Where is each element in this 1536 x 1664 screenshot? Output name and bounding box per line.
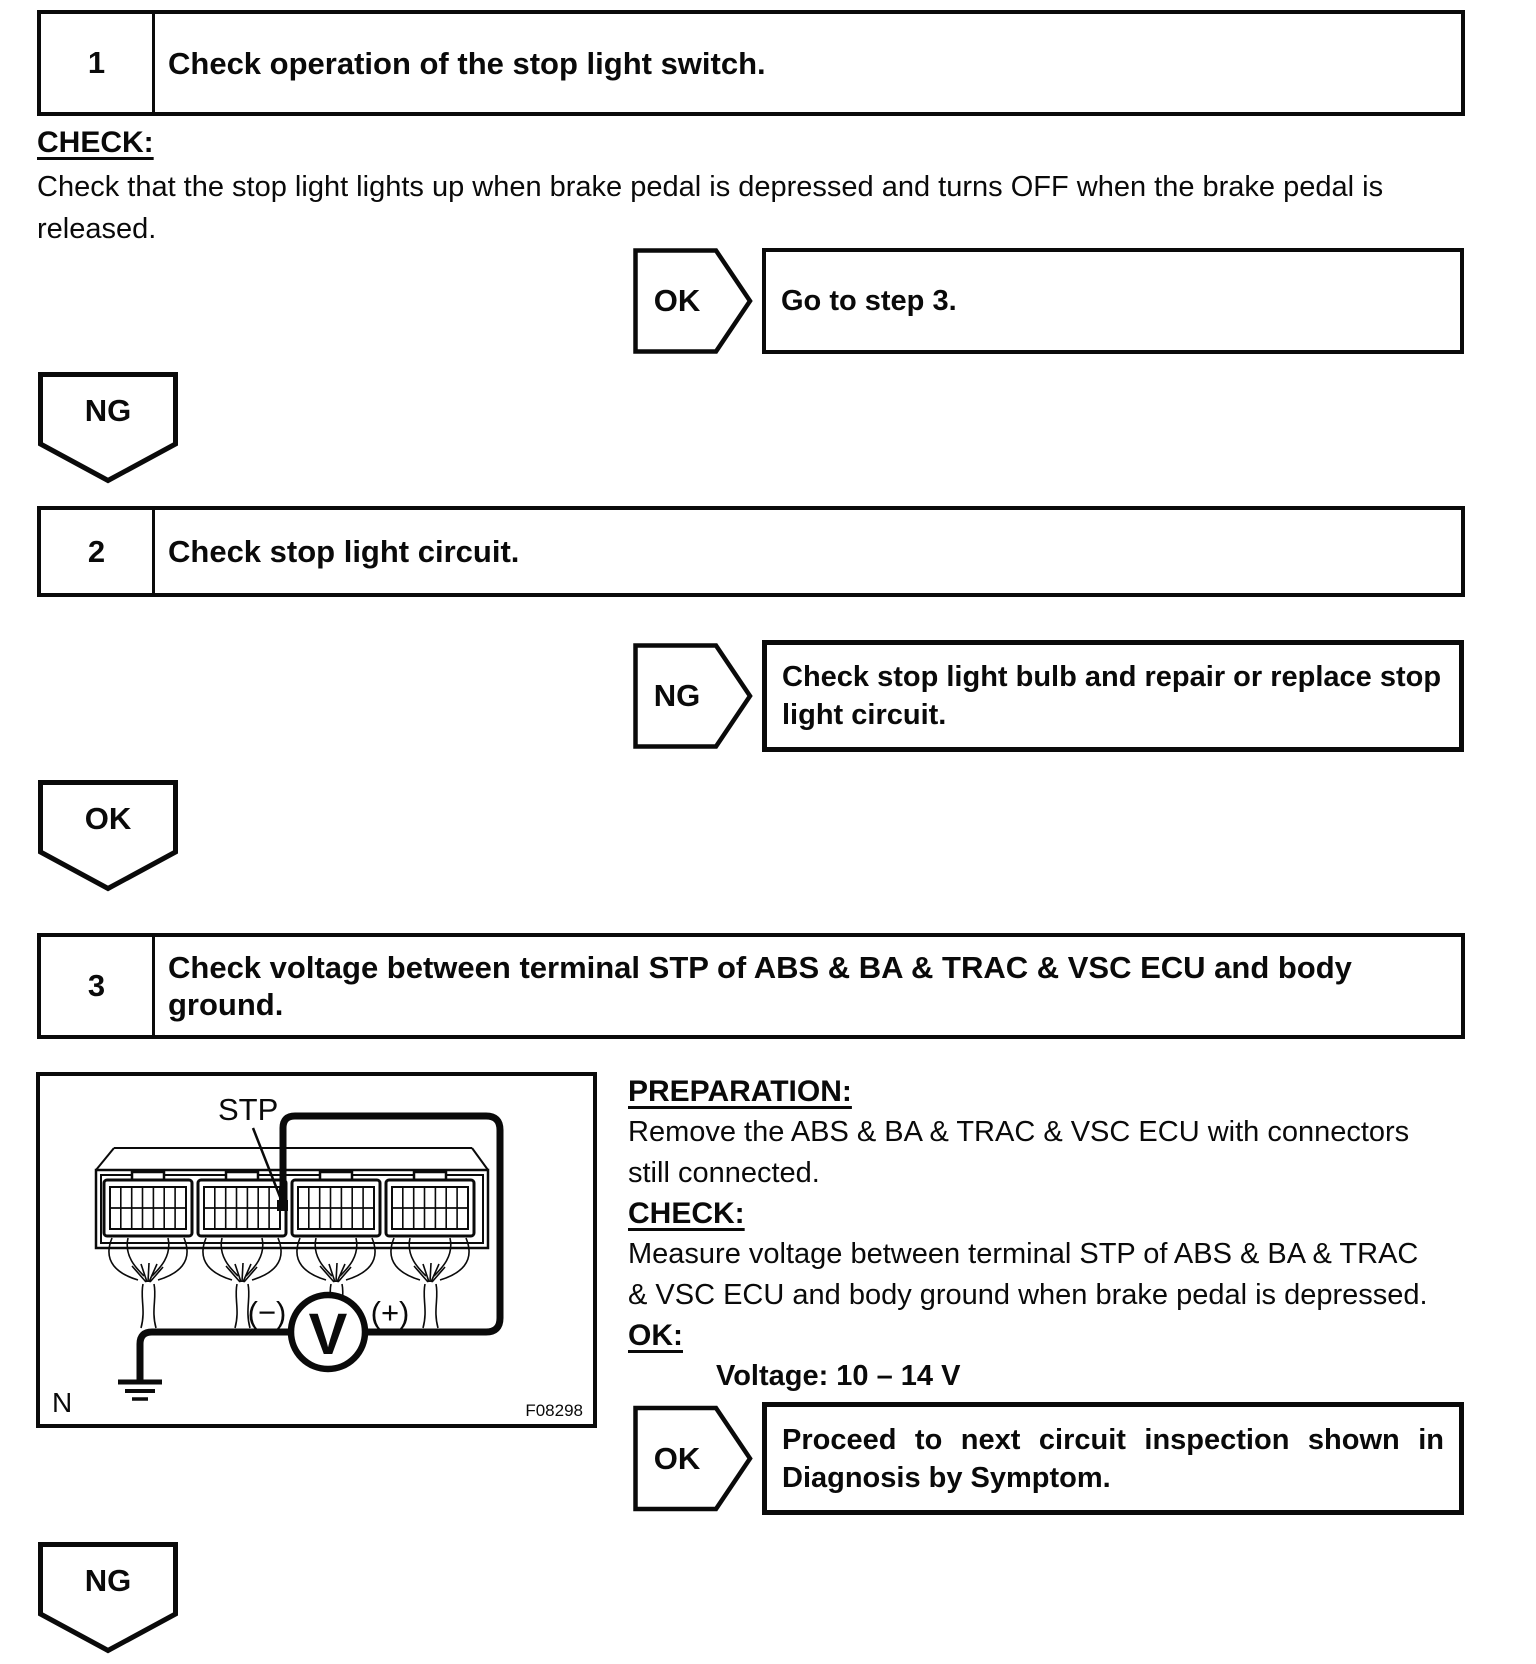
voltmeter-icon bbox=[291, 1295, 365, 1369]
result-text-line: Check stop light bulb and repair or replace stop bbox=[782, 661, 1442, 693]
result-text-line: Proceed to next circuit inspection shown in bbox=[782, 1423, 1444, 1456]
check-text-line: released. bbox=[37, 213, 157, 245]
ng-arrow-label: NG bbox=[653, 678, 701, 713]
step-3-ok-result-box bbox=[762, 1402, 1464, 1515]
probe-wire-negative bbox=[140, 1332, 291, 1380]
step-1-ok-result-box bbox=[762, 248, 1464, 354]
ng-arrow-tag bbox=[633, 640, 753, 752]
step-1-title bbox=[155, 14, 1461, 112]
step-1-title-text: Check operation of the stop light switch. bbox=[168, 45, 766, 81]
result-text-line: Diagnosis by Symptom. bbox=[782, 1461, 1111, 1494]
ok-arrow-label: OK bbox=[84, 801, 132, 836]
step-3-title-line: Check voltage between terminal STP of ABS & BA & TRAC & VSC ECU and body bbox=[168, 950, 1352, 985]
step-2-title-text: Check stop light circuit. bbox=[168, 534, 520, 569]
step-3-title-line: ground. bbox=[168, 987, 284, 1022]
voltage-spec: Voltage: 10 – 14 V bbox=[716, 1360, 961, 1392]
preparation-line: still connected. bbox=[628, 1157, 820, 1189]
ok-arrow-label: OK bbox=[653, 283, 701, 318]
step-3-check-line: Measure voltage between terminal STP of ABS & BA & TRAC bbox=[628, 1238, 1419, 1270]
ng-arrow-label: NG bbox=[84, 1563, 132, 1598]
terminal-stp-label: STP bbox=[218, 1092, 279, 1127]
ground-icon bbox=[118, 1382, 162, 1399]
step-2-number: 2 bbox=[41, 510, 155, 593]
view-label: N bbox=[52, 1387, 73, 1418]
step-1-ng-down-arrow bbox=[38, 372, 178, 484]
step-3-ok-heading: OK: bbox=[628, 1319, 683, 1352]
preparation-heading: PREPARATION: bbox=[628, 1075, 852, 1108]
step-1-ok-result-row bbox=[633, 248, 1464, 354]
ok-arrow-label: OK bbox=[653, 1440, 701, 1476]
step-1-header bbox=[37, 10, 1465, 116]
step-3-header bbox=[37, 933, 1465, 1039]
voltmeter-symbol: V bbox=[308, 1302, 348, 1367]
check-text-line: Check that the stop light lights up when brake pedal is depressed and turns OFF when the brake pedal is bbox=[37, 171, 1384, 203]
step-2-title bbox=[155, 510, 1461, 593]
ok-arrow-tag bbox=[633, 248, 753, 354]
step-3-ok-result-row bbox=[633, 1402, 1464, 1515]
ng-arrow-label: NG bbox=[84, 393, 132, 428]
preparation-line: Remove the ABS & BA & TRAC & VSC ECU with connectors bbox=[628, 1116, 1410, 1148]
step-2-ng-result-box bbox=[762, 640, 1464, 752]
meter-negative-label: (−) bbox=[247, 1295, 287, 1330]
ok-arrow-tag bbox=[633, 1402, 753, 1515]
connector-diagram bbox=[40, 1076, 593, 1424]
step-1-check-heading: CHECK: bbox=[37, 126, 154, 159]
step-3-instructions bbox=[628, 1072, 1508, 1396]
step-2-ok-down-arrow bbox=[38, 780, 178, 892]
result-text: Go to step 3. bbox=[781, 285, 957, 317]
step-3-number: 3 bbox=[41, 937, 155, 1035]
step-3-figure bbox=[36, 1072, 597, 1428]
step-3-check-heading: CHECK: bbox=[628, 1197, 745, 1230]
step-3-ng-down-arrow bbox=[38, 1542, 178, 1654]
step-2-header bbox=[37, 506, 1465, 597]
meter-positive-label: (+) bbox=[370, 1295, 410, 1330]
figure-code: F08298 bbox=[525, 1401, 583, 1420]
wire-harness-drawing bbox=[109, 1238, 469, 1328]
step-1-number: 1 bbox=[41, 14, 155, 112]
step-2-ng-result-row bbox=[633, 640, 1464, 752]
step-3-title bbox=[155, 937, 1461, 1035]
step-1-check-text bbox=[37, 166, 1383, 250]
result-text-line: light circuit. bbox=[782, 699, 947, 731]
step-3-check-line: & VSC ECU and body ground when brake pedal is depressed. bbox=[628, 1279, 1428, 1311]
